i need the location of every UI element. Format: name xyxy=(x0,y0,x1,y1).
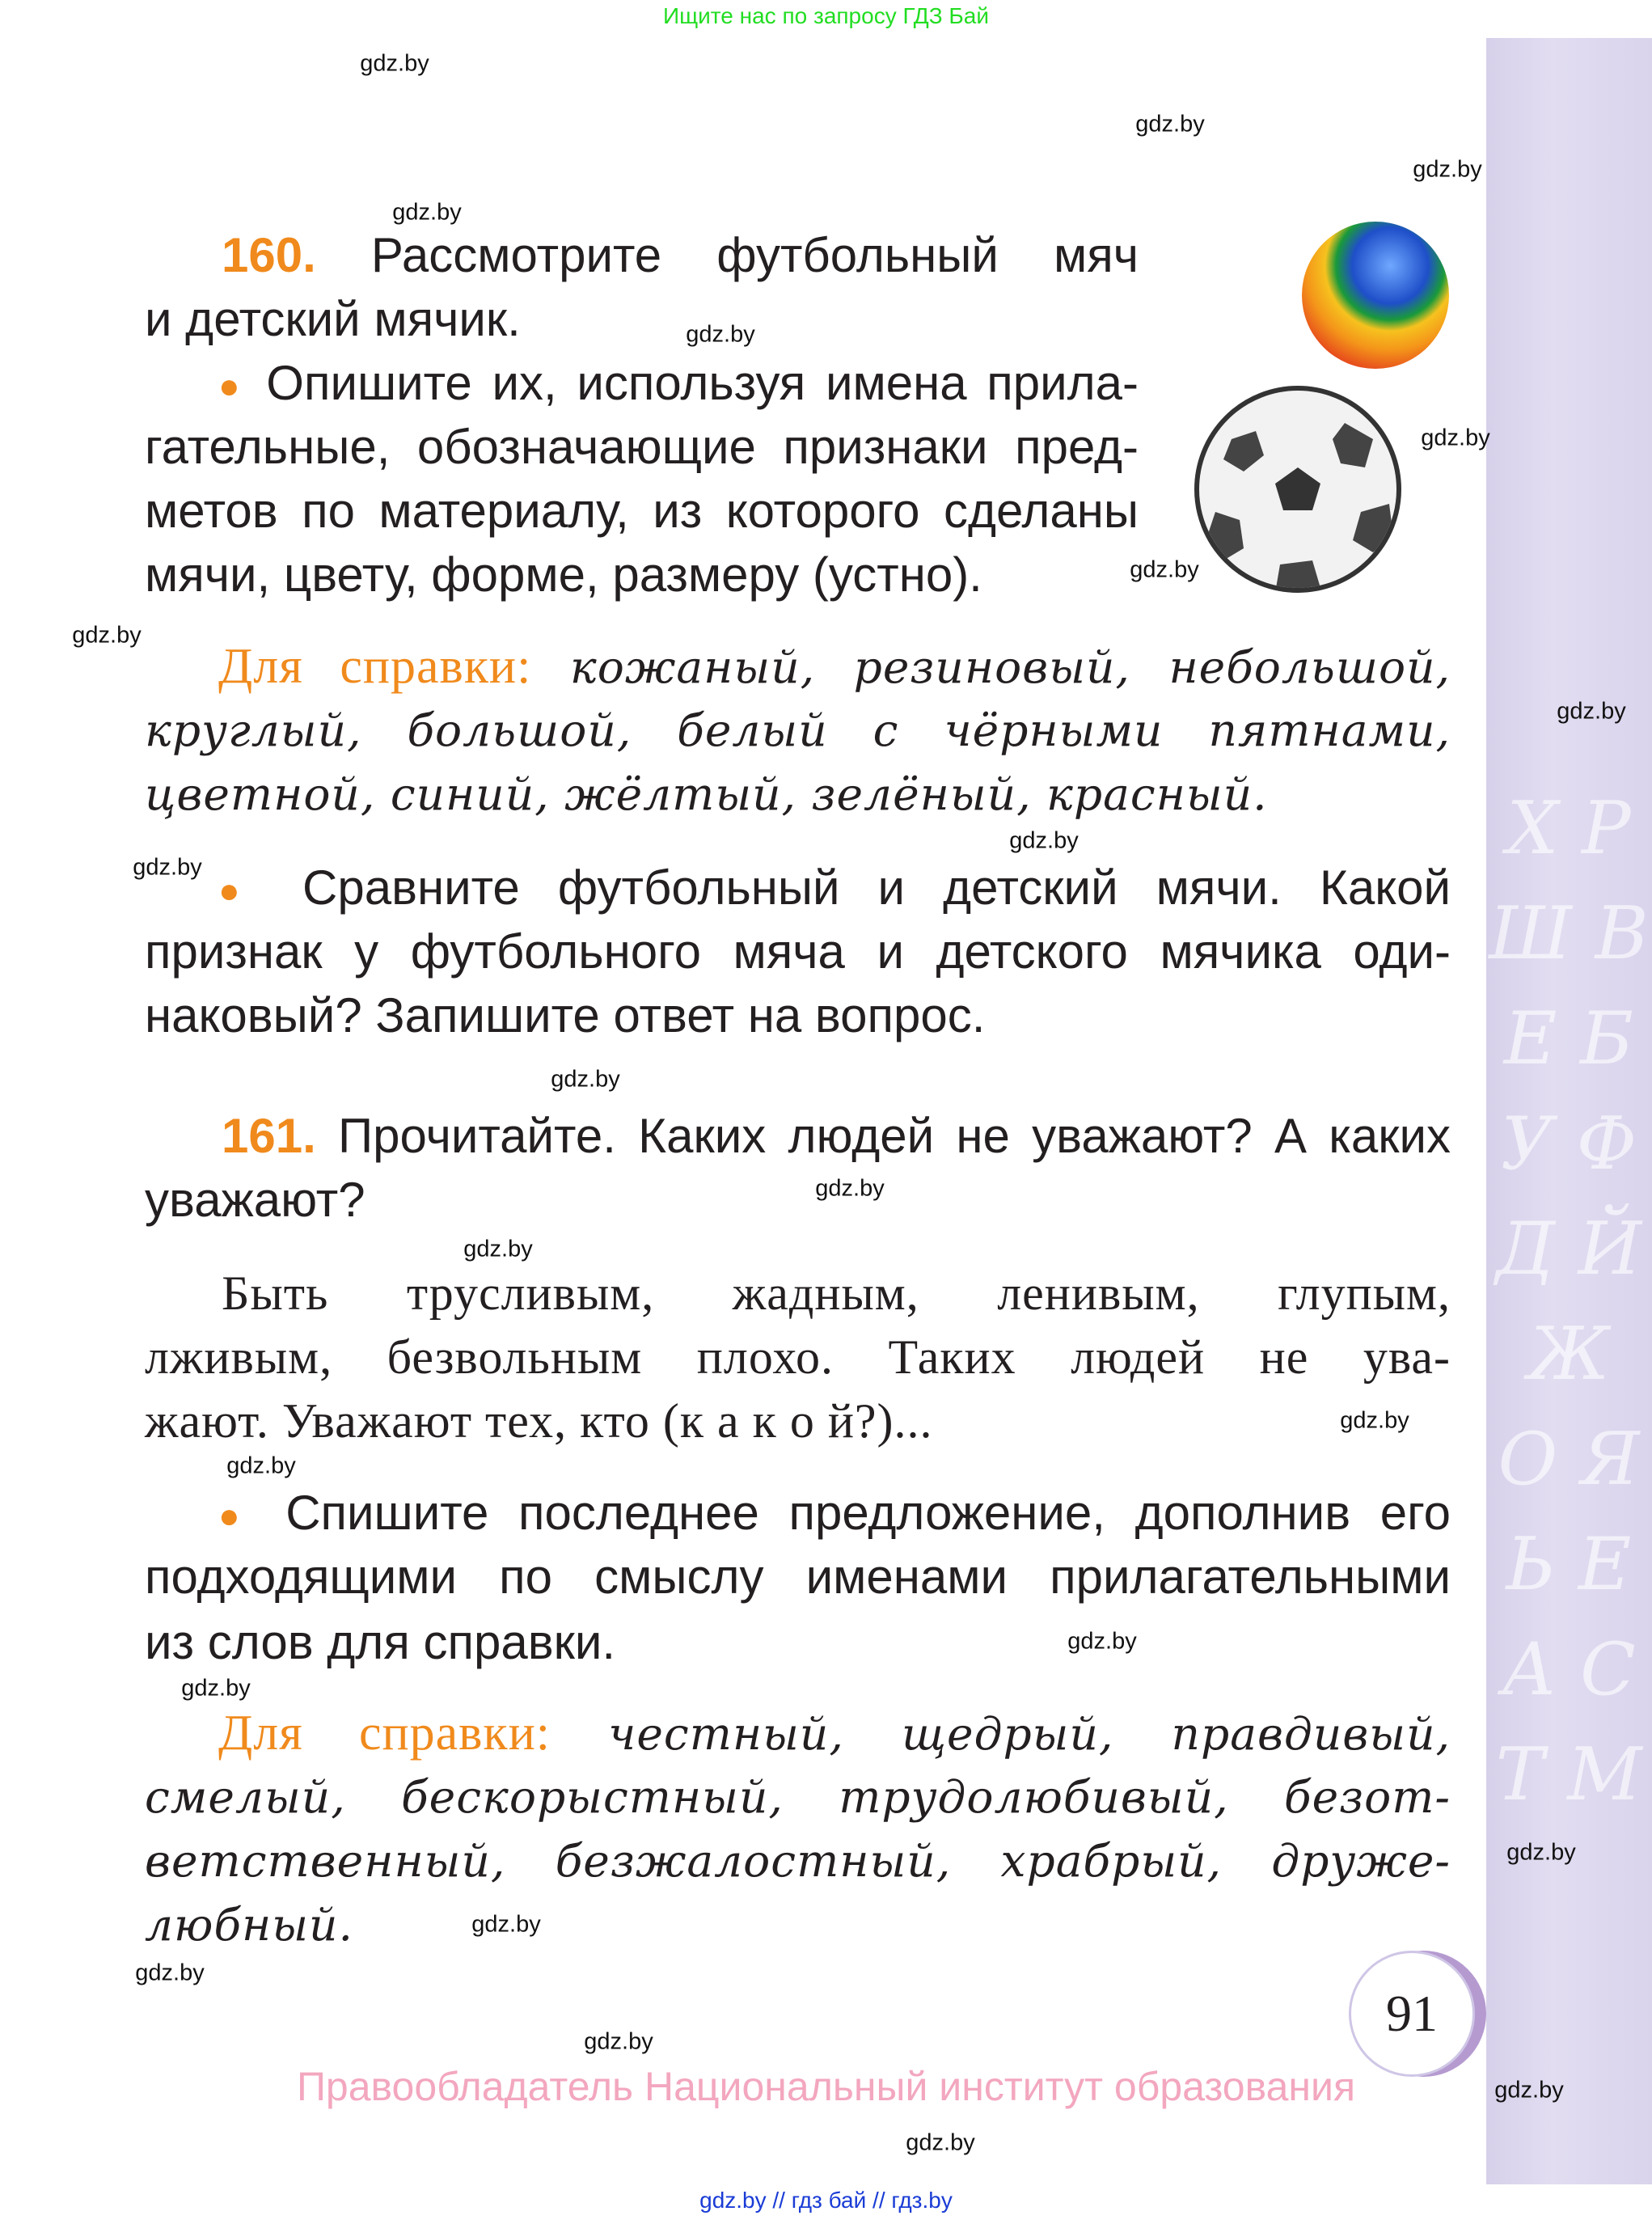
ex160-task1-line: метов по материалу, из которого сделаны xyxy=(145,484,1139,538)
ex161-title-line: 161. Прочитайте. Каких людей не уважают? А каких xyxy=(222,1109,1451,1163)
ex161-task-line: подходящими по смыслу именами прилагательными xyxy=(145,1550,1451,1604)
watermark: gdz.by xyxy=(360,50,429,77)
ex160-reference-line: Для справки: кожаный, резиновый, небольшой, xyxy=(218,639,1451,694)
footer-links[interactable]: gdz.by // гдз бай // гдз.by xyxy=(699,2188,953,2213)
ex161-number: 161. xyxy=(222,1109,316,1163)
kids-ball-image xyxy=(1302,222,1449,369)
ex161-reference-line: Для справки: честный, щедрый, правдивый, xyxy=(218,1706,1451,1761)
watermark: gdz.by xyxy=(1557,698,1626,725)
watermark: gdz.by xyxy=(1009,827,1079,854)
watermark: gdz.by xyxy=(471,1911,541,1938)
watermark: gdz.by xyxy=(135,1960,205,1986)
watermark: gdz.by xyxy=(226,1452,296,1479)
ex161-reference-line: любный. xyxy=(145,1899,353,1951)
watermark: gdz.by xyxy=(1421,425,1490,451)
ex161-text-line: Быть трусливым, жадным, ленивым, глупым, xyxy=(222,1266,1451,1320)
ex161-reference-line: смелый, бескорыстный, трудолюбивый, безот- xyxy=(145,1771,1451,1823)
bullet-icon: ● xyxy=(218,871,264,911)
ex161-task-line: ● Спишите последнее предложение, дополнив его xyxy=(218,1486,1451,1540)
reference-label: Для справки: xyxy=(218,1706,551,1761)
ex161-text-line: лживым, безвольным плохо. Таких людей не ува- xyxy=(145,1330,1451,1384)
watermark: gdz.by xyxy=(815,1175,885,1202)
copyright-notice: Правообладатель Национальный институт образования xyxy=(296,2064,1356,2109)
bullet-icon: ● xyxy=(218,1496,256,1537)
ex160-task2-line: признак у футбольного мяча и детского мячика оди- xyxy=(145,924,1451,979)
reference-label: Для справки: xyxy=(218,639,532,694)
ex160-reference-line: круглый, большой, белый с чёрными пятнами, xyxy=(145,704,1451,756)
watermark: gdz.by xyxy=(906,2129,975,2156)
ex160-task1-line: ● Опишите их, используя имена прила- xyxy=(218,356,1139,410)
ex161-task-line: из слов для справки. xyxy=(145,1615,616,1669)
watermark: gdz.by xyxy=(463,1236,533,1262)
bullet-icon: ● xyxy=(218,366,247,407)
ex160-task1-line: мячи, цвету, форме, размеру (устно). xyxy=(145,548,982,602)
watermark: gdz.by xyxy=(181,1675,251,1702)
watermark: gdz.by xyxy=(1494,2077,1564,2103)
sidebar-letters: Х Р Ш В Е Б У Ф Д Й Ж О Я Ь Е А С Т М xyxy=(1489,786,1649,1817)
watermark: gdz.by xyxy=(392,199,462,226)
soccer-ball-image xyxy=(1194,386,1401,593)
watermark: gdz.by xyxy=(1413,156,1482,183)
ex160-task1-line: гательные, обозначающие признаки пред- xyxy=(145,420,1139,474)
ex161-text-line: жают. Уважают тех, кто (к а к о й?)... xyxy=(145,1394,933,1448)
watermark: gdz.by xyxy=(1130,556,1199,583)
ex161-reference-line: ветственный, безжалостный, храбрый, друже- xyxy=(145,1835,1451,1887)
watermark: gdz.by xyxy=(1340,1407,1409,1434)
search-hint: Ищите нас по запросу ГДЗ Бай xyxy=(662,3,990,28)
ex160-line: и детский мячик. xyxy=(145,292,521,346)
ex160-title-line xyxy=(222,229,1139,282)
ex160-number: 160. xyxy=(222,228,316,282)
watermark: gdz.by xyxy=(72,622,142,649)
watermark: gdz.by xyxy=(1067,1628,1137,1655)
watermark: gdz.by xyxy=(584,2028,653,2055)
watermark: gdz.by xyxy=(1135,111,1205,137)
watermark: gdz.by xyxy=(686,321,755,348)
ex160-task2-line: наковый? Запишите ответ на вопрос. xyxy=(145,988,986,1042)
ex160-text: Рассмотрите футбольный мяч xyxy=(370,228,1139,282)
ex160-reference-line: цветной, синий, жёлтый, зелёный, красный. xyxy=(145,768,1268,820)
soccer-ball-pattern xyxy=(1199,391,1396,588)
page-number: 91 xyxy=(1349,1951,1475,2077)
ex160-task2-line: ● Сравните футбольный и детский мячи. Какой xyxy=(218,860,1451,915)
ex161-line: уважают? xyxy=(145,1173,365,1227)
watermark: gdz.by xyxy=(133,854,202,881)
watermark: gdz.by xyxy=(551,1066,620,1093)
watermark: gdz.by xyxy=(1506,1839,1576,1866)
